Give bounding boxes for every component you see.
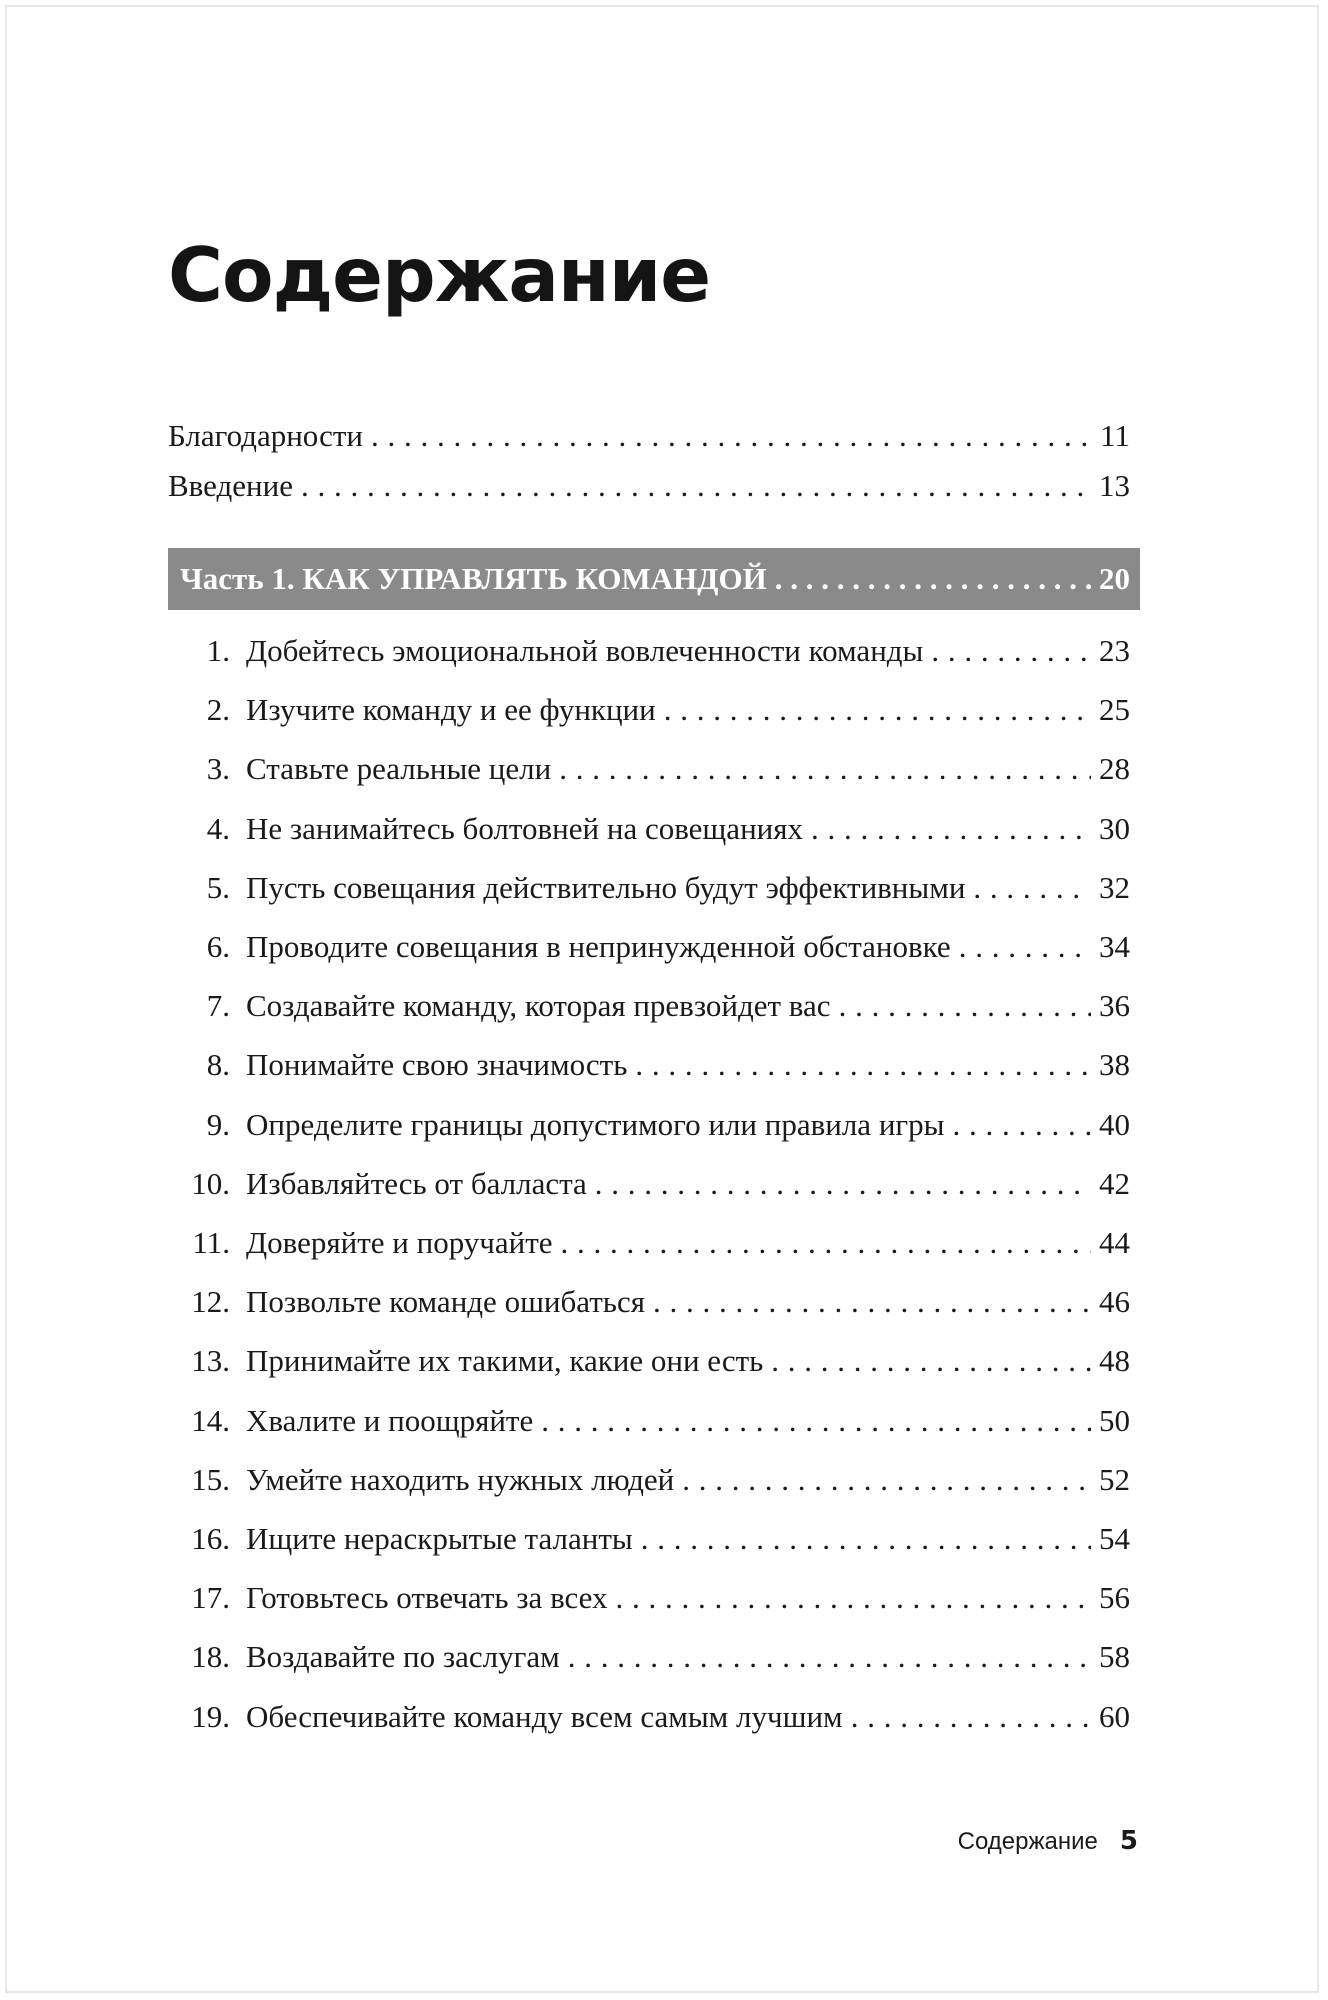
chapter-page: 42 <box>1099 1166 1130 1201</box>
dot-leader <box>595 1164 1091 1204</box>
toc-entry-chapter[interactable] <box>168 1045 1130 1085</box>
chapter-page: 40 <box>1099 1107 1130 1142</box>
page-footer <box>958 1826 1138 1856</box>
dot-leader <box>653 1282 1091 1322</box>
chapter-number: 3. <box>206 751 230 786</box>
chapter-page: 25 <box>1099 692 1130 727</box>
chapter-page: 38 <box>1099 1047 1130 1082</box>
dot-leader <box>973 868 1091 908</box>
toc-entry-page: 13 <box>1099 468 1130 503</box>
chapter-number: 18. <box>191 1639 230 1674</box>
chapter-number: 17. <box>191 1580 230 1615</box>
chapter-page: 34 <box>1099 929 1130 964</box>
page-number: 5 <box>1119 1826 1138 1856</box>
chapter-number: 9. <box>206 1107 230 1142</box>
chapter-title: Проводите совещания в непринужденной обстановке <box>246 929 951 964</box>
dot-leader <box>371 416 1092 456</box>
toc-entry-page: 11 <box>1100 418 1130 453</box>
chapter-page: 58 <box>1099 1639 1130 1674</box>
chapter-number: 1. <box>206 633 230 668</box>
dot-leader <box>641 1519 1091 1559</box>
chapter-title: Определите границы допустимого или правила игры <box>246 1107 945 1142</box>
dot-leader <box>682 1460 1091 1500</box>
toc-entry-introduction[interactable] <box>168 466 1130 506</box>
chapter-number: 10. <box>191 1166 230 1201</box>
chapter-page: 52 <box>1099 1462 1130 1497</box>
chapter-page: 46 <box>1099 1284 1130 1319</box>
part-heading-label: Часть 1. КАК УПРАВЛЯТЬ КОМАНДОЙ <box>180 561 767 596</box>
chapter-title: Доверяйте и поручайте <box>246 1225 553 1260</box>
chapter-number: 4. <box>206 811 230 846</box>
toc-entry-label: Благодарности <box>168 418 363 453</box>
chapter-number: 6. <box>206 929 230 964</box>
toc-entry-label: Введение <box>168 468 293 503</box>
part-heading[interactable] <box>168 548 1140 610</box>
chapter-title: Обеспечивайте команду всем самым лучшим <box>246 1699 843 1734</box>
toc-entry-chapter[interactable] <box>168 868 1130 908</box>
dot-leader <box>771 1341 1091 1381</box>
chapter-number: 12. <box>191 1284 230 1319</box>
chapter-number: 7. <box>206 988 230 1023</box>
part-heading-page: 20 <box>1099 561 1130 596</box>
chapter-page: 28 <box>1099 751 1130 786</box>
toc-entry-chapter[interactable] <box>168 1164 1130 1204</box>
chapter-page: 50 <box>1099 1403 1130 1438</box>
toc-entry-chapter[interactable] <box>168 1697 1130 1737</box>
toc-entry-chapter[interactable] <box>168 1401 1130 1441</box>
chapter-number: 14. <box>191 1403 230 1438</box>
chapter-number: 19. <box>191 1699 230 1734</box>
dot-leader <box>931 631 1091 671</box>
chapter-number: 16. <box>191 1521 230 1556</box>
dot-leader <box>301 466 1091 506</box>
dot-leader <box>839 986 1091 1026</box>
chapter-page: 60 <box>1099 1699 1130 1734</box>
toc-entry-chapter[interactable] <box>168 986 1130 1026</box>
chapter-title: Понимайте свою значимость <box>246 1047 628 1082</box>
chapter-number: 8. <box>206 1047 230 1082</box>
chapter-page: 30 <box>1099 811 1130 846</box>
dot-leader <box>811 809 1091 849</box>
dot-leader <box>568 1637 1091 1677</box>
toc-entry-chapter[interactable] <box>168 690 1130 730</box>
chapter-title: Добейтесь эмоциональной вовлеченности команды <box>246 633 924 668</box>
toc-entry-chapter[interactable] <box>168 927 1130 967</box>
chapter-title: Не занимайтесь болтовней на совещаниях <box>246 811 804 846</box>
chapter-number: 11. <box>192 1225 230 1260</box>
chapter-title: Умейте находить нужных людей <box>246 1462 675 1497</box>
dot-leader <box>559 749 1091 789</box>
chapter-title: Избавляйтесь от балласта <box>246 1166 587 1201</box>
toc-entry-chapter[interactable] <box>168 1637 1130 1677</box>
toc-entry-chapter[interactable] <box>168 1282 1130 1322</box>
chapter-page: 48 <box>1099 1343 1130 1378</box>
chapter-number: 5. <box>206 870 230 905</box>
chapter-page: 32 <box>1099 870 1130 905</box>
dot-leader <box>664 690 1091 730</box>
chapter-title: Создавайте команду, которая превзойдет вас <box>246 988 831 1023</box>
toc-entry-acknowledgements[interactable] <box>168 416 1130 456</box>
toc-entry-chapter[interactable] <box>168 631 1130 671</box>
chapter-page: 56 <box>1099 1580 1130 1615</box>
dot-leader <box>616 1578 1091 1618</box>
toc-entry-chapter[interactable] <box>168 1223 1130 1263</box>
toc-entry-chapter[interactable] <box>168 1105 1130 1145</box>
dot-leader <box>959 927 1091 967</box>
toc-entry-chapter[interactable] <box>168 1519 1130 1559</box>
chapter-title: Воздавайте по заслугам <box>246 1639 560 1674</box>
chapter-page: 54 <box>1099 1521 1130 1556</box>
chapter-title: Ищите нераскрытые таланты <box>246 1521 633 1556</box>
dot-leader <box>775 561 1091 597</box>
chapter-page: 23 <box>1099 633 1130 668</box>
running-title: Содержание <box>957 1828 1098 1855</box>
chapter-title: Ставьте реальные цели <box>246 751 552 786</box>
chapter-title: Готовьтесь отвечать за всех <box>246 1580 608 1615</box>
chapter-number: 2. <box>206 692 230 727</box>
chapter-title: Позвольте команде ошибаться <box>246 1284 645 1319</box>
toc-entry-chapter[interactable] <box>168 1341 1130 1381</box>
toc-entry-chapter[interactable] <box>168 809 1130 849</box>
chapter-page: 36 <box>1099 988 1130 1023</box>
dot-leader <box>561 1223 1091 1263</box>
chapter-title: Изучите команду и ее функции <box>246 692 656 727</box>
dot-leader <box>952 1105 1091 1145</box>
chapter-number: 15. <box>191 1462 230 1497</box>
dot-leader <box>635 1045 1091 1085</box>
chapter-page: 44 <box>1099 1225 1130 1260</box>
chapter-title: Пусть совещания действительно будут эффективными <box>246 870 966 905</box>
dot-leader <box>851 1697 1091 1737</box>
chapter-title: Хвалите и поощряйте <box>246 1403 534 1438</box>
toc-entry-chapter[interactable] <box>168 1578 1130 1618</box>
page-title: Содержание <box>168 231 711 319</box>
chapter-title: Принимайте их такими, какие они есть <box>246 1343 764 1378</box>
toc-entry-chapter[interactable] <box>168 1460 1130 1500</box>
toc-entry-chapter[interactable] <box>168 749 1130 789</box>
dot-leader <box>541 1401 1091 1441</box>
chapter-number: 13. <box>191 1343 230 1378</box>
